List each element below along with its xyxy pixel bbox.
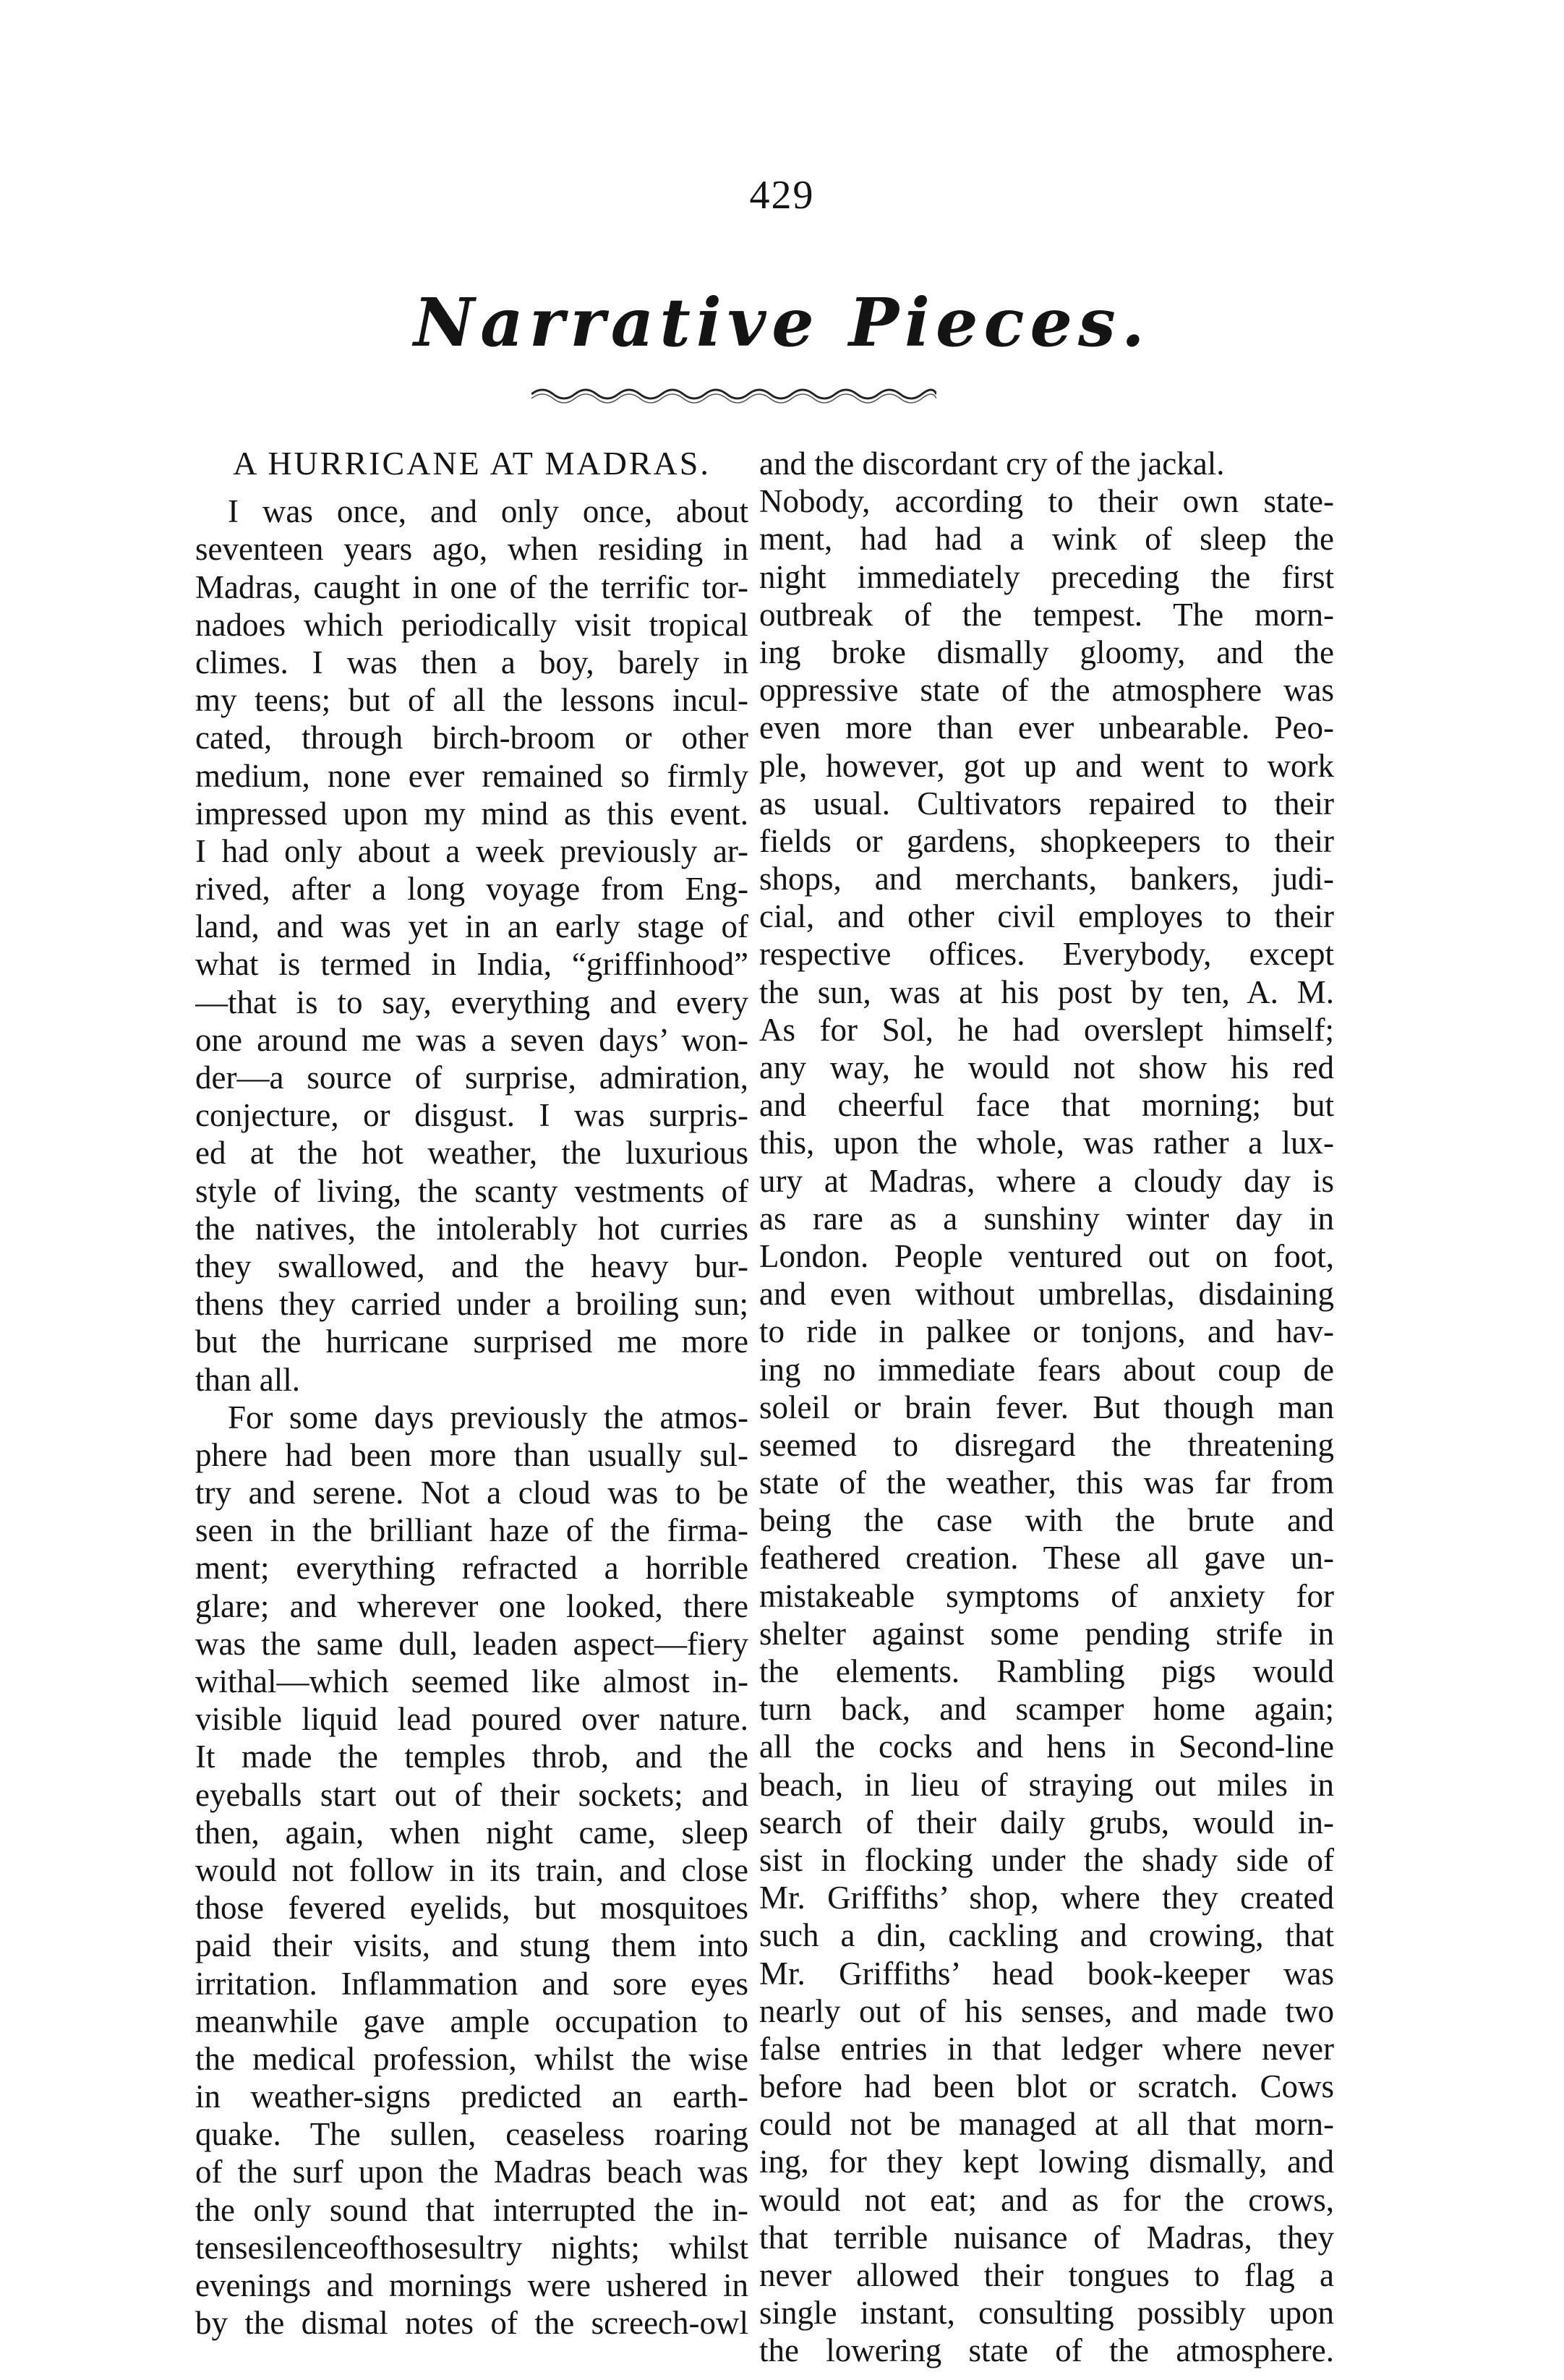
text-line: As for Sol, he had overslept himself; xyxy=(759,1011,1334,1048)
text-line: nadoes which periodically visit tropical xyxy=(195,606,748,643)
text-line: any way, he would not show his red xyxy=(759,1049,1334,1085)
text-line: feathered creation. These all gave un- xyxy=(759,1540,1334,1577)
text-line: could not be managed at all that morn- xyxy=(759,2106,1334,2143)
text-line: than all. xyxy=(195,1361,300,1398)
text-line: medium, none ever remained so firmly xyxy=(195,757,748,794)
text-line: and the discordant cry of the jackal. xyxy=(759,445,1225,482)
text-line: London. People ventured out on foot, xyxy=(759,1237,1334,1274)
text-line: seemed to disregard the threatening xyxy=(759,1426,1334,1463)
text-line: cial, and other civil employes to their xyxy=(759,898,1334,935)
text-line: state of the weather, this was far from xyxy=(759,1464,1334,1501)
text-line: the elements. Rambling pigs would xyxy=(759,1653,1334,1689)
text-line: shops, and merchants, bankers, judi- xyxy=(759,861,1334,897)
text-line: ing no immediate fears about coup de xyxy=(759,1351,1334,1388)
text-line: —that is to say, everything and every xyxy=(195,984,748,1020)
text-line: shelter against some pending strife in xyxy=(759,1615,1334,1652)
right-column-text xyxy=(759,445,1334,2370)
text-line: then, again, when night came, sleep xyxy=(195,1814,748,1851)
text-line: before had been blot or scratch. Cows xyxy=(759,2068,1334,2105)
text-line: this, upon the whole, was rather a lux- xyxy=(759,1125,1334,1161)
text-line: der—a source of surprise, admiration, xyxy=(195,1059,748,1096)
text-line: the natives, the intolerably hot curries xyxy=(195,1210,748,1247)
text-line: ed at the hot weather, the luxurious xyxy=(195,1135,748,1172)
text-line: was the same dull, leaden aspect—fiery xyxy=(195,1625,748,1662)
text-line: I had only about a week previously ar- xyxy=(195,832,748,869)
text-line: try and serene. Not a cloud was to be xyxy=(195,1475,748,1511)
text-line: by the dismal notes of the screech-owl xyxy=(195,2305,748,2342)
text-line: phere had been more than usually sul- xyxy=(195,1436,748,1473)
text-line: eyeballs start out of their sockets; and xyxy=(195,1776,748,1813)
text-line: rived, after a long voyage from Eng- xyxy=(195,871,748,908)
text-line: meanwhile gave ample occupation to xyxy=(195,2002,748,2039)
text-line: ing, for they kept lowing dismally, and xyxy=(759,2144,1334,2180)
text-line: fields or gardens, shopkeepers to their xyxy=(759,822,1334,859)
text-line: outbreak of the tempest. The morn- xyxy=(759,596,1334,633)
text-line: ment; everything refracted a horrible xyxy=(195,1550,748,1587)
text-line: such a din, cackling and crowing, that xyxy=(759,1917,1334,1954)
text-line: but the hurricane surprised me more xyxy=(195,1323,748,1360)
text-line: For some days previously the atmos- xyxy=(228,1399,748,1436)
text-line: turn back, and scamper home again; xyxy=(759,1691,1334,1728)
text-line: quake. The sullen, ceaseless roaring xyxy=(195,2116,748,2153)
text-line: search of their daily grubs, would in- xyxy=(759,1804,1334,1841)
text-line: ple, however, got up and went to work xyxy=(759,747,1334,784)
text-line: never allowed their tongues to flag a xyxy=(759,2257,1334,2293)
text-line: seen in the brilliant haze of the firma- xyxy=(195,1512,748,1549)
left-column-text xyxy=(195,492,748,2342)
text-line: style of living, the scanty vestments of xyxy=(195,1172,748,1209)
text-line: mistakeable symptoms of anxiety for xyxy=(759,1577,1334,1614)
text-line: sist in flocking under the shady side of xyxy=(759,1841,1334,1878)
text-line: cated, through birch-broom or other xyxy=(195,720,748,756)
text-line: false entries in that ledger where never xyxy=(759,2030,1334,2067)
text-line: I was once, and only once, about xyxy=(228,493,748,530)
text-line: tensesilenceofthosesultry nights; whilst xyxy=(195,2229,748,2266)
text-line: thens they carried under a broiling sun; xyxy=(195,1286,748,1323)
text-line: being the case with the brute and xyxy=(759,1502,1334,1539)
text-line: Madras, caught in one of the terrific tor- xyxy=(195,568,748,605)
text-line: would not follow in its train, and close xyxy=(195,1851,748,1888)
text-line: oppressive state of the atmosphere was xyxy=(759,672,1334,709)
text-line: one around me was a seven days’ won- xyxy=(195,1021,748,1058)
text-line: It made the temples throb, and the xyxy=(195,1739,748,1775)
text-line: impressed upon my mind as this event. xyxy=(195,795,748,832)
text-line: Mr. Griffiths’ shop, where they created xyxy=(759,1880,1334,1916)
text-line: the sun, was at his post by ten, A. M. xyxy=(759,973,1334,1010)
text-line: all the cocks and hens in Second-line xyxy=(759,1728,1334,1765)
text-line: beach, in lieu of straying out miles in xyxy=(759,1766,1334,1803)
text-line: the lowering state of the atmosphere. xyxy=(759,2332,1334,2369)
text-line: evenings and mornings were ushered in xyxy=(195,2267,748,2304)
text-line: my teens; but of all the lessons incul- xyxy=(195,682,748,719)
text-line: ment, had had a wink of sleep the xyxy=(759,521,1334,558)
text-line: Nobody, according to their own state- xyxy=(759,483,1334,520)
text-line: ing broke dismally gloomy, and the xyxy=(759,634,1334,670)
text-line: and cheerful face that morning; but xyxy=(759,1087,1334,1124)
text-line: the medical profession, whilst the wise xyxy=(195,2040,748,2077)
text-line: those fevered eyelids, but mosquitoes xyxy=(195,1890,748,1927)
text-line: glare; and wherever one looked, there xyxy=(195,1587,748,1624)
text-line: respective offices. Everybody, except xyxy=(759,936,1334,973)
text-line: in weather-signs predicted an earth- xyxy=(195,2078,748,2115)
text-line: single instant, consulting possibly upon xyxy=(759,2295,1334,2332)
text-line: as usual. Cultivators repaired to their xyxy=(759,785,1334,822)
article-title: A HURRICANE AT MADRAS. xyxy=(233,445,711,482)
text-line: they swallowed, and the heavy bur- xyxy=(195,1247,748,1284)
text-line: paid their visits, and stung them into xyxy=(195,1927,748,1964)
wavy-rule-ornament xyxy=(531,380,936,409)
text-line: would not eat; and as for the crows, xyxy=(759,2181,1334,2218)
text-line: what is termed in India, “griffinhood” xyxy=(195,946,748,983)
right-column xyxy=(759,445,1334,2370)
text-line: irritation. Inflammation and sore eyes xyxy=(195,1965,748,2002)
text-line: soleil or brain fever. But though man xyxy=(759,1389,1334,1425)
text-line: nearly out of his senses, and made two xyxy=(759,1992,1334,2029)
text-line: to ride in palkee or tonjons, and hav- xyxy=(759,1313,1334,1350)
text-line: withal—which seemed like almost in- xyxy=(195,1663,748,1700)
text-line: as rare as a sunshiny winter day in xyxy=(759,1200,1334,1237)
text-line: Mr. Griffiths’ head book-keeper was xyxy=(759,1955,1334,1992)
text-line: and even without umbrellas, disdaining xyxy=(759,1276,1334,1313)
text-line: that terrible nuisance of Madras, they xyxy=(759,2219,1334,2256)
text-line: of the surf upon the Madras beach was xyxy=(195,2154,748,2191)
text-line: ury at Madras, where a cloudy day is xyxy=(759,1162,1334,1199)
text-line: the only sound that interrupted the in- xyxy=(195,2191,748,2228)
text-line: even more than ever unbearable. Peo- xyxy=(759,709,1334,746)
text-line: night immediately preceding the first xyxy=(759,558,1334,595)
text-line: seventeen years ago, when residing in xyxy=(195,531,748,568)
text-line: visible liquid lead poured over nature. xyxy=(195,1701,748,1738)
page-number: 429 xyxy=(749,173,815,218)
text-line: climes. I was then a boy, barely in xyxy=(195,644,748,681)
left-column xyxy=(195,445,748,2342)
text-line: conjecture, or disgust. I was surpris- xyxy=(195,1097,748,1134)
section-title: Narrative Pieces. xyxy=(414,283,1150,362)
text-line: land, and was yet in an early stage of xyxy=(195,908,748,945)
